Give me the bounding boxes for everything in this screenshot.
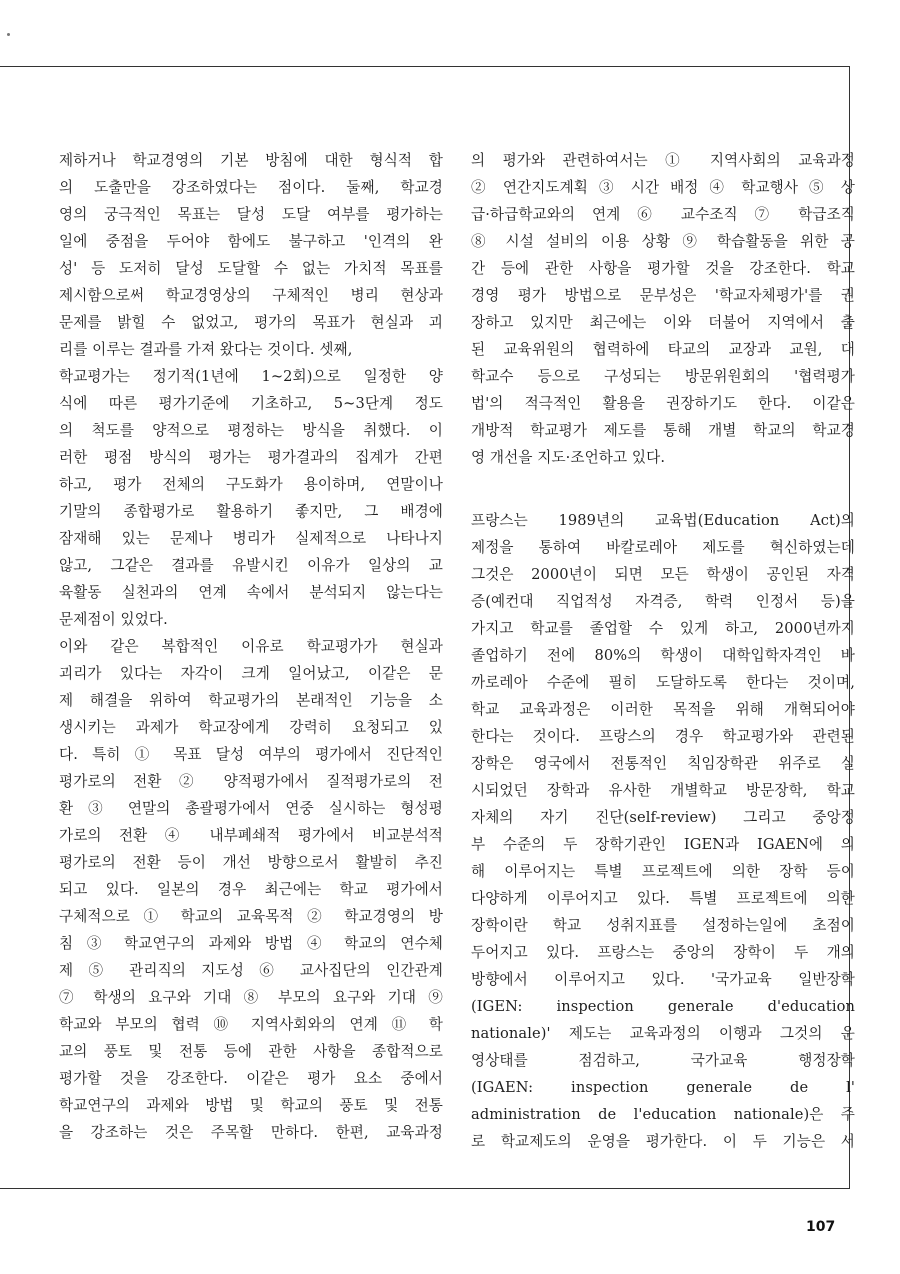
text-line: 일에 중점을 두어야 함에도 불구하고 '인격의 완 [59, 233, 443, 250]
text-line: 의 도출만을 강조하였다는 점이다. 둘째, 학교경 [59, 179, 443, 196]
text-line: 두어지고 있다. 프랑스는 중앙의 장학이 두 개의 [471, 944, 855, 961]
text-line: 장하고 있지만 최근에는 이와 더불어 지역에서 출 [471, 314, 855, 331]
text-line: 그것은 2000년이 되면 모든 학생이 공인된 자격 [471, 566, 855, 583]
text-line: 의 평가와 관련하여서는 ① 지역사회의 교육과정 [471, 152, 855, 169]
text-line: 학교와 부모의 협력 ⑩ 지역사회와의 연계 ⑪ 학 [59, 1016, 443, 1033]
left-column [59, 147, 443, 1146]
text-line: 프랑스는 1989년의 교육법(Education Act)의 [471, 512, 855, 529]
text-line: 학교연구의 과제와 방법 및 학교의 풍토 및 전통 [59, 1097, 443, 1114]
text-line: 학교 교육과정은 이러한 목적을 위해 개혁되어야 [471, 701, 855, 718]
text-line: 급·하급학교와의 연계 ⑥ 교수조직 ⑦ 학급조직 [471, 206, 855, 223]
text-line: (IGAEN: inspection generale de l' [471, 1079, 855, 1096]
text-line: 된 교육위원의 협력하에 타교의 교장과 교원, 대 [471, 341, 855, 358]
text-line: 평가로의 전환 ② 양적평가에서 질적평가로의 전 [59, 773, 443, 790]
text-line: 제 ⑤ 관리직의 지도성 ⑥ 교사집단의 인간관계 [59, 962, 443, 979]
text-line: 문제점이 있었다. [59, 611, 168, 628]
text-line: 괴리가 있다는 자각이 크게 일어났고, 이같은 문 [59, 665, 443, 682]
text-line: 한다는 것이다. 프랑스의 경우 학교평가와 관련된 [471, 728, 855, 745]
text-line: 성' 등 도저히 달성 도달할 수 없는 가치적 목표를 [59, 260, 443, 277]
text-line: 간 등에 관한 사항을 평가할 것을 강조한다. 학교 [471, 260, 855, 277]
text-line: 제 해결을 위하여 학교평가의 본래적인 기능을 소 [59, 692, 443, 709]
text-line: 러한 평점 방식의 평가는 평가결과의 집계가 간편 [59, 449, 443, 466]
text-line: 로 학교제도의 운영을 평가한다. 이 두 기능은 서 [471, 1133, 855, 1150]
text-line: 제정을 통하여 바칼로레아 제도를 혁신하였는데 [471, 539, 855, 556]
text-line: 시되었던 장학과 유사한 개별학교 방문장학, 학교 [471, 782, 855, 799]
text-line: 개방적 학교평가 제도를 통해 개별 학교의 학교경 [471, 422, 855, 439]
paragraph-gap [471, 471, 855, 498]
text-line: 까로레아 수준에 필히 도달하도록 한다는 것이며, [471, 674, 855, 691]
text-line: (IGEN: inspection generale d'education [471, 998, 855, 1015]
text-line: 이와 같은 복합적인 이유로 학교평가가 현실과 [59, 638, 443, 655]
text-line: 침 ③ 학교연구의 과제와 방법 ④ 학교의 연수체 [59, 935, 443, 952]
text-line: nationale)' 제도는 교육과정의 이행과 그것의 운 [471, 1025, 855, 1042]
page-number: 107 [806, 1219, 836, 1235]
text-line: 않고, 그같은 결과를 유발시킨 이유가 일상의 교 [59, 557, 443, 574]
text-line: 제시함으로써 학교경영상의 구체적인 병리 현상과 [59, 287, 443, 304]
text-line: 하고, 평가 전체의 구도화가 용이하며, 연말이나 [59, 476, 443, 493]
text-line: 장학은 영국에서 전통적인 칙임장학관 위주로 실 [471, 755, 855, 772]
text-line: 생시키는 과제가 학교장에게 강력히 요청되고 있 [59, 719, 443, 736]
text-line: 되고 있다. 일본의 경우 최근에는 학교 평가에서 [59, 881, 443, 898]
text-line: 을 강조하는 것은 주목할 만하다. 한편, 교육과정 [59, 1124, 443, 1141]
text-line: 의 척도를 양적으로 평정하는 방식을 취했다. 이 [59, 422, 443, 439]
text-line: 구체적으로 ① 학교의 교육목적 ② 학교경영의 방 [59, 908, 443, 925]
bottom-rule [0, 1188, 850, 1189]
text-line: ⑧ 시설 설비의 이용 상황 ⑨ 학습활동을 위한 공 [471, 233, 855, 250]
text-line: 경영 평가 방법으로 문부성은 '학교자체평가'를 권 [471, 287, 855, 304]
text-line: 리를 이루는 결과를 가져 왔다는 것이다. 셋째, [59, 341, 353, 358]
text-line: 방향에서 이루어지고 있다. '국가교육 일반장학 [471, 971, 855, 988]
text-line: 가로의 전환 ④ 내부폐쇄적 평가에서 비교분석적 [59, 827, 443, 844]
text-line: 가지고 학교를 졸업할 수 있게 하고, 2000년까지 [471, 620, 855, 637]
text-line: 평가로의 전환 등이 개선 방향으로서 활발히 추진 [59, 854, 443, 871]
text-line: 육활동 실천과의 연계 속에서 분석되지 않는다는 [59, 584, 443, 601]
text-line: ⑦ 학생의 요구와 기대 ⑧ 부모의 요구와 기대 ⑨ [59, 989, 443, 1006]
text-line: 장학이란 학교 성취지표를 설정하는일에 초점이 [471, 917, 855, 934]
text-line: 식에 따른 평가기준에 기초하고, 5~3단계 정도 [59, 395, 443, 412]
text-line: administration de l'education nationale)은 주 [471, 1106, 855, 1123]
text-line: 자체의 자기 진단(self-review) 그리고 중앙정 [471, 809, 855, 826]
text-line: ② 연간지도계획 ③ 시간 배정 ④ 학교행사 ⑤ 상 [471, 179, 855, 196]
text-line: 다양하게 이루어지고 있다. 특별 프로젝트에 의한 [471, 890, 855, 907]
text-line: 기말의 종합평가로 활용하기 좋지만, 그 배경에 [59, 503, 443, 520]
text-line: 제하거나 학교경영의 기본 방침에 대한 형식적 합 [59, 152, 443, 169]
top-rule [0, 66, 850, 67]
text-line: 학교수 등으로 구성되는 방문위원회의 '협력평가 [471, 368, 855, 385]
text-line: 학교평가는 정기적(1년에 1~2회)으로 일정한 양 [59, 368, 443, 385]
text-line: 증(예컨대 직업적성 자격증, 학력 인정서 등)을 [471, 593, 855, 610]
text-line: 문제를 밝힐 수 없었고, 평가의 목표가 현실과 괴 [59, 314, 443, 331]
text-line: 해 이루어지는 특별 프로젝트에 의한 장학 등이 [471, 863, 855, 880]
text-line: 교의 풍토 및 전통 등에 관한 사항을 종합적으로 [59, 1043, 443, 1060]
text-line: 부 수준의 두 장학기관인 IGEN과 IGAEN에 의 [471, 836, 855, 853]
text-line: 영의 궁극적인 목표는 달성 도달 여부를 평가하는 [59, 206, 443, 223]
text-line: 환 ③ 연말의 총괄평가에서 연중 실시하는 형성평 [59, 800, 443, 817]
text-line: 법'의 적극적인 활용을 권장하기도 한다. 이같은 [471, 395, 855, 412]
text-line: 영 개선을 지도·조언하고 있다. [471, 449, 666, 466]
text-line: 다. 특히 ① 목표 달성 여부의 평가에서 진단적인 [59, 746, 443, 763]
paragraph-gap [471, 498, 855, 507]
scan-mark [7, 33, 10, 36]
text-line: 잠재해 있는 문제나 병리가 실제적으로 나타나지 [59, 530, 443, 547]
text-line: 평가할 것을 강조한다. 이같은 평가 요소 중에서 [59, 1070, 443, 1087]
right-column [471, 147, 855, 1155]
text-line: 졸업하기 전에 80%의 학생이 대학입학자격인 바 [471, 647, 855, 664]
text-line: 영상태를 점검하고, 국가교육 행정장학 [471, 1052, 855, 1069]
